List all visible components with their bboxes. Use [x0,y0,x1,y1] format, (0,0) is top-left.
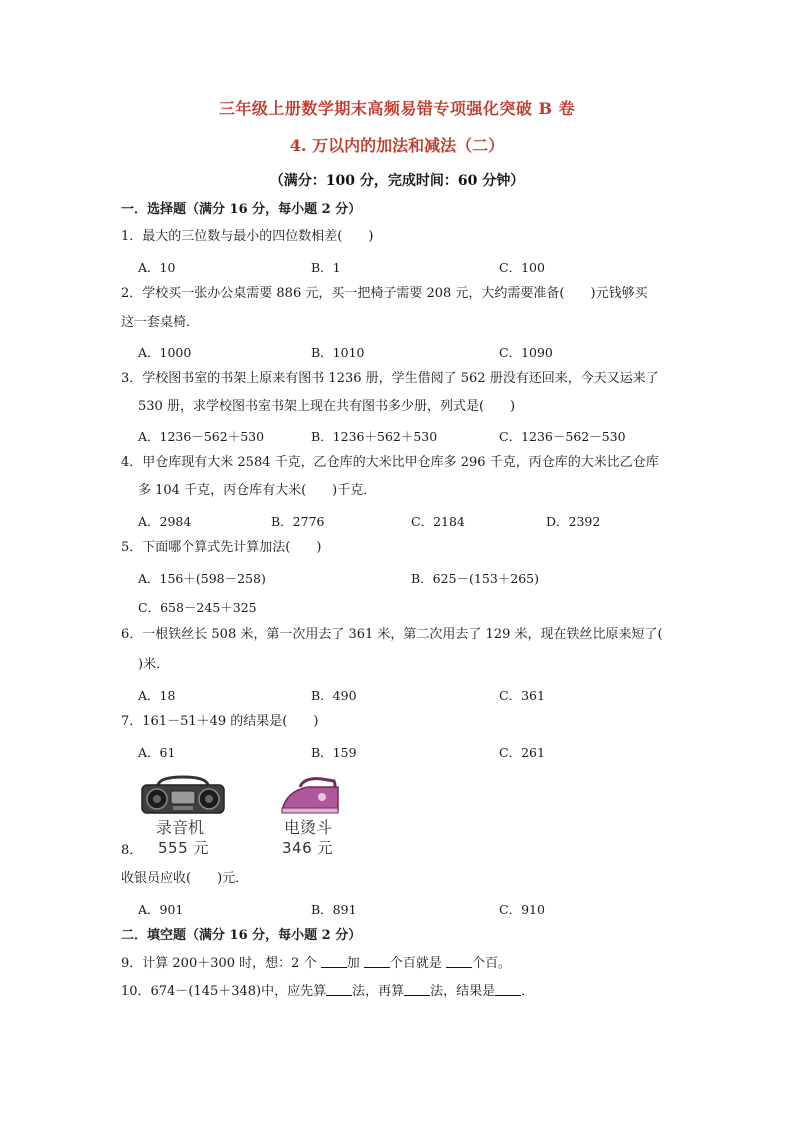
question-4-option-d: D．2392 [546,514,601,529]
question-10 [121,983,681,1001]
question-6-option-a: A．18 [138,688,176,703]
question-6-stem-line1: 6．一根铁丝长 508 米，第一次用去了 361 米，第二次用去了 129 米，现在铁丝比原来短了( [121,627,663,642]
answer-blank[interactable] [321,955,347,968]
question-2-option-a: A．1000 [138,345,192,360]
worksheet-title: 三年级上册数学期末高频易错专项强化突破 B 卷 [218,99,576,118]
question-7-option-c: C．261 [499,745,545,760]
question-1-option-c: C．100 [499,260,545,275]
question-10-text-3: 法，结果是 [430,984,496,999]
question-5-option-a: A．156＋(598－258) [138,571,266,586]
exam-info: （满分：100 分，完成时间：60 分钟） [269,173,525,189]
worksheet-subtitle: 4. 万以内的加法和减法（二） [289,136,505,155]
question-7-option-a: A．61 [138,745,176,760]
question-5-option-b: B．625－(153＋265) [411,571,540,586]
question-5-option-c: C．658－245＋325 [138,600,257,615]
answer-blank[interactable] [326,983,352,996]
question-2-option-b: B．1010 [311,345,365,360]
question-7-stem: 7．161－51＋49 的结果是( ) [121,714,319,729]
clothes-iron-icon [278,777,342,815]
question-6-option-b: B．490 [311,688,357,703]
question-3-option-b: B．1236＋562＋530 [311,429,438,444]
answer-blank[interactable] [364,955,390,968]
question-4-option-a: A．2984 [138,514,192,529]
question-10-text-4: ． [521,984,535,999]
question-9-text-4: 个百。 [471,956,511,971]
question-8-option-b: B．891 [311,902,357,917]
question-10-text-1: 10．674－(145＋348)中，应先算 [121,984,327,999]
section-heading-choice: 一．选择题（满分 16 分，每小题 2 分） [121,202,362,217]
question-9-text-2: 加 [346,956,364,971]
q8-item2-label: 电烫斗 [284,818,333,837]
question-8-stem: 收银员应收( )元． [121,871,249,886]
question-8-number: 8． [121,843,143,858]
question-2-stem-line2: 这一套桌椅． [121,315,200,330]
question-4-option-b: B．2776 [271,514,325,529]
q8-item1-price: 555 元 [158,839,209,857]
question-6-stem-line2: )米． [138,657,170,672]
question-4-option-c: C．2184 [411,514,465,529]
question-1-option-a: A．10 [138,260,176,275]
question-9-text-1: 9．计算 200＋300 时，想：2 个 [121,956,321,971]
answer-blank[interactable] [446,955,472,968]
section-heading-fill-blank: 二．填空题（满分 16 分，每小题 2 分） [121,928,362,943]
question-6-option-c: C．361 [499,688,545,703]
question-7-option-b: B．159 [311,745,357,760]
answer-blank[interactable] [495,983,521,996]
q8-item1-label: 录音机 [156,818,205,837]
question-10-text-2: 法，再算 [352,984,405,999]
question-3-option-a: A．1236－562＋530 [138,429,265,444]
question-8-option-c: C．910 [499,902,545,917]
question-9-text-3: 个百就是 [389,956,446,971]
question-3-option-c: C．1236－562－530 [499,429,626,444]
answer-blank[interactable] [404,983,430,996]
question-8-option-a: A．901 [138,902,184,917]
question-4-stem-line1: 4．甲仓库现有大米 2584 千克，乙仓库的大米比甲仓库多 296 千克，丙仓库的大米比乙仓库 [121,455,659,470]
q8-item2-price: 346 元 [282,839,333,857]
question-1-stem: 1．最大的三位数与最小的四位数相差( ) [121,229,374,244]
question-3-stem-line1: 3．学校图书室的书架上原来有图书 1236 册，学生借阅了 562 册没有还回来，今天又运来了 [121,371,659,386]
question-3-stem-line2: 530 册，求学校图书室书架上现在共有图书多少册，列式是( ) [138,399,516,414]
question-1-option-b: B．1 [311,260,341,275]
question-2-stem-line1: 2．学校买一张办公桌需要 886 元，买一把椅子需要 208 元，大约需要准备( )元钱够买 [121,286,648,301]
question-9 [121,955,681,973]
question-2-option-c: C．1090 [499,345,553,360]
question-4-stem-line2: 多 104 千克，丙仓库有大米( )千克． [138,483,377,498]
question-5-stem: 5．下面哪个算式先计算加法( ) [121,540,322,555]
radio-cassette-icon [140,775,226,815]
